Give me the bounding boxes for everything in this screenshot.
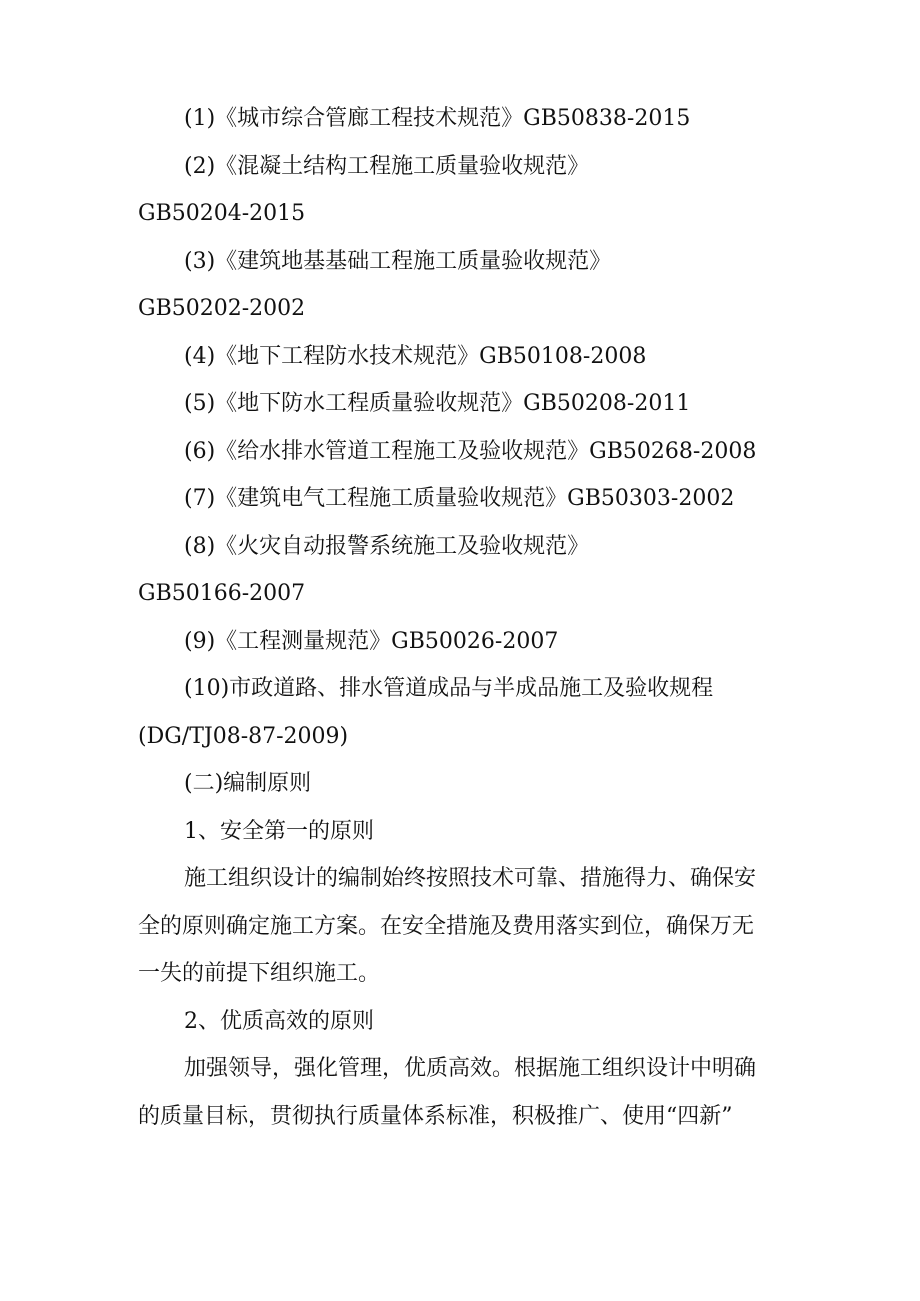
- section-heading: (二)编制原则: [184, 771, 312, 796]
- reference-item-3: (3)《建筑地基基础工程施工质量验收规范》: [184, 248, 612, 274]
- reference-item-8-code: GB50166-2007: [138, 581, 306, 606]
- reference-item-1: (1)《城市综合管廊工程技术规范》GB50838-2015: [184, 106, 691, 131]
- principle-2-line-1: 加强领导，强化管理，优质高效。根据施工组织设计中明确: [184, 1056, 757, 1081]
- reference-item-9: (9)《工程测量规范》GB50026-2007: [184, 628, 559, 654]
- principle-1-title: 1、安全第一的原则: [184, 818, 374, 844]
- reference-item-2-code: GB50204-2015: [138, 201, 306, 226]
- reference-item-8: (8)《火灾自动报警系统施工及验收规范》: [184, 533, 590, 559]
- principle-2-line-2: 的质量目标，贯彻执行质量体系标准，积极推广、使用“四新”: [138, 1103, 733, 1129]
- reference-item-3-code: GB50202-2002: [138, 296, 306, 321]
- reference-item-10: (10)市政道路、排水管道成品与半成品施工及验收规程: [184, 676, 714, 701]
- reference-item-7: (7)《建筑电气工程施工质量验收规范》GB50303-2002: [184, 486, 735, 511]
- reference-item-10-code: (DG/TJ08-87-2009): [138, 723, 349, 749]
- principle-1-line-2: 全的原则确定施工方案。在安全措施及费用落实到位，确保万无: [138, 913, 755, 939]
- reference-item-4: (4)《地下工程防水技术规范》GB50108-2008: [184, 343, 647, 369]
- principle-1-line-3: 一失的前提下组织施工。: [138, 961, 381, 986]
- principle-1-line-1: 施工组织设计的编制始终按照技术可靠、措施得力、确保安: [184, 866, 757, 891]
- reference-item-6: (6)《给水排水管道工程施工及验收规范》GB50268-2008: [184, 438, 757, 464]
- document-body: [138, 95, 788, 1140]
- reference-item-5: (5)《地下防水工程质量验收规范》GB50208-2011: [184, 391, 691, 416]
- principle-2-title: 2、优质高效的原则: [184, 1008, 374, 1034]
- reference-item-2: (2)《混凝土结构工程施工质量验收规范》: [184, 153, 590, 179]
